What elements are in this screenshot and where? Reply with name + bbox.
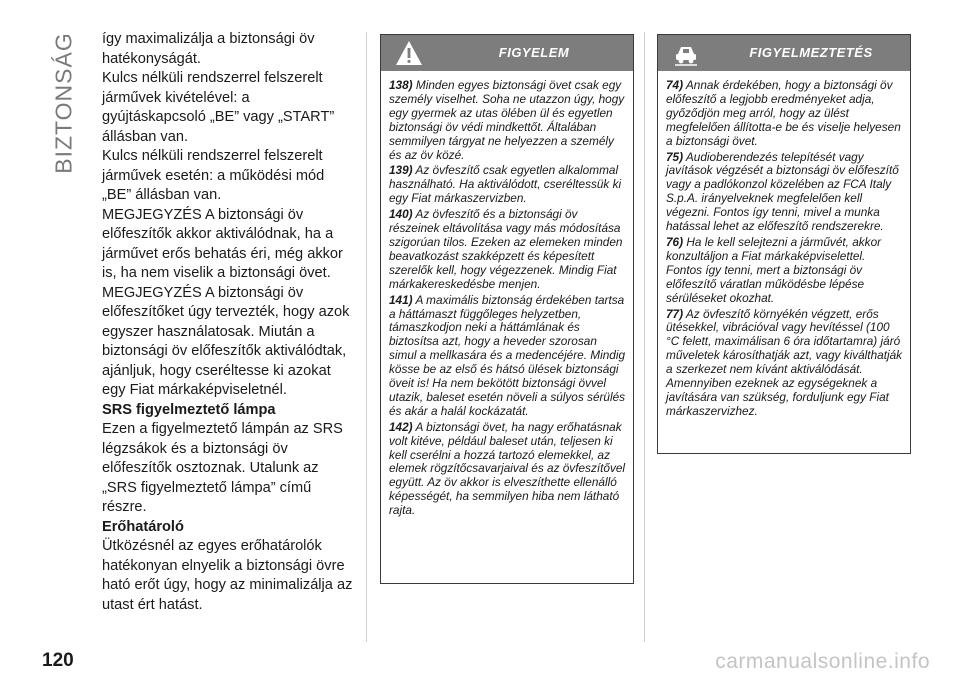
item-text: Annak érdekében, hogy a biztonsági öv előfeszítő a legjobb eredményeket adja, győződjön meg arról, hogy az ülést megfelelően állította-e be és viselje helyesen a biztonsági övet. <box>666 78 901 148</box>
section-heading: Erőhatároló <box>102 518 184 535</box>
section-title: BIZTONSÁG <box>50 31 77 174</box>
car-caution-icon <box>672 39 700 67</box>
warning-item <box>389 421 627 518</box>
item-text: Az övfeszítő csak egyetlen alkalommal használható. Ha aktiválódott, cseréltessük ki egy Fiat márkaszervizben. <box>389 163 622 206</box>
item-number: 138) <box>389 78 413 92</box>
warning-box-title: FIGYELEM <box>498 45 570 60</box>
item-text: Az övfeszítő környékén végzett, erős ütésekkel, vibrációval vagy hevítéssel (100 °C felett, maximálisan 6 óra időtartamra) járó műveletek károsíthatják azt, vagy kiválthatják a szerkezet nem kívánt aktiválódását. Amennyiben ezeknek az egységeknek a javítására van szükség, forduljunk egy Fiat márkaszervizhez. <box>666 306 903 418</box>
paragraph: így maximalizálja a biztonsági öv hatékonyságát. <box>102 31 315 67</box>
warning-item <box>389 294 627 419</box>
warning-item <box>389 208 627 291</box>
caution-item <box>666 79 904 149</box>
paragraph: Ütközésnél az egyes erőhatárolók hatékonyan elnyelik a biztonsági övre ható erőt úgy, hogy az minimalizálja az utast ért hatást. <box>102 538 353 613</box>
item-number: 75) <box>666 149 684 164</box>
main-text-column <box>102 30 354 615</box>
warning-box <box>380 34 634 584</box>
item-number: 77) <box>666 306 684 321</box>
item-number: 139) <box>389 163 413 178</box>
section-side-tab <box>44 30 84 175</box>
caution-box-title: FIGYELMEZTETÉS <box>749 45 873 60</box>
item-number: 74) <box>666 78 684 92</box>
item-text: A maximális biztonság érdekében tartsa a háttámaszt függőleges helyzetben, támaszkodjon neki a háttámlának és biztosítsa azt, hogy a heveder szorosan simul a mellkasára és a medencéjére. Mindig kösse be az első és hátsó ülések biztonsági öveit is! Ha nem bekötött biztonsági övvel utazik, baleset esetén növeli a súlyos sérülés és akár a halál kockázatát. <box>389 292 626 418</box>
warning-item <box>389 164 627 206</box>
caution-item <box>666 151 904 234</box>
item-text: Az övfeszítő és a biztonsági öv részeinek eltávolítása vagy más módosítása szigorúan tilos. Ezeken az elemeken minden beavatkozást szakképzett és képesített szerelők kell, hogy végezzenek. Mindig Fiat márkakereskedésbe menjen. <box>389 207 623 291</box>
caution-item <box>666 236 904 306</box>
warning-box-header <box>381 35 633 71</box>
note-paragraph: MEGJEGYZÉS A biztonsági öv előfeszítőket úgy tervezték, hogy azok egyszer használatosak. Miután a biztonsági öv előfeszítők aktiválódtak, ajánljuk, hogy cseréltesse ki azokat egy Fiat márkaképviseletnél. <box>102 284 350 398</box>
item-number: 76) <box>666 234 684 249</box>
item-text: Minden egyes biztonsági övet csak egy személy viselhet. Soha ne utazzon úgy, hogy egy gyermek az utas ölében ül és egyetlen biztonsági öv védi mindkettőt. Általában semmilyen tárgyat ne helyezzen a személy és az öv közé. <box>389 78 625 162</box>
paragraph: Ezen a figyelmeztető lámpán az SRS légzsákok és a biztonsági öv előfeszítők osztoznak. Utalunk az „SRS figyelmeztető lámpa” című részre. <box>102 421 343 515</box>
warning-triangle-icon <box>395 39 423 67</box>
page-number: 120 <box>42 650 74 671</box>
caution-box <box>657 34 911 454</box>
paragraph: Kulcs nélküli rendszerrel felszerelt járművek esetén: a működési mód „BE” állásban van. <box>102 148 325 203</box>
item-number: 142) <box>389 419 413 434</box>
caution-item <box>666 308 904 419</box>
caution-box-header <box>658 35 910 71</box>
warning-item <box>389 79 627 162</box>
column-divider <box>644 32 645 642</box>
item-number: 140) <box>389 207 413 222</box>
item-number: 141) <box>389 292 413 307</box>
caution-box-body <box>666 79 904 421</box>
warning-box-body <box>389 79 627 520</box>
column-divider <box>366 32 367 642</box>
item-text: Audioberendezés telepítését vagy javítások végzését a biztonsági öv előfeszítő vagy a padlókonzol közelében az FCA Italy S.p.A. irányelveknek megfelelően kell végezni. Fontos így tenni, mivel a munka hatással lehet az előfeszítő rendszerekre. <box>666 149 899 234</box>
item-text: Ha le kell selejtezni a járművét, akkor konzultáljon a Fiat márkaképviselettel. Fontos így tenni, mert a biztonsági öv előfeszítő váratlan működésbe lépése sérüléseket okozhat. <box>666 234 882 305</box>
item-text: A biztonsági övet, ha nagy erőhatásnak volt kitéve, például baleset után, teljesen ki kell cserélni a hozzá tartozó elemekkel, az elemek rögzítőcsavarjaival és az övfeszítővel együtt. Az öv akkor is elveszíthette ellenálló képességét, ha semmilyen hiba nem látható rajta. <box>389 419 626 518</box>
note-paragraph: MEGJEGYZÉS A biztonsági öv előfeszítők akkor aktiválódnak, ha a járművet erős behatás éri, még akkor is, ha nem viselik a biztonsági övet. <box>102 206 343 281</box>
watermark: carmanualsonline.info <box>715 650 930 673</box>
section-heading: SRS figyelmeztető lámpa <box>102 401 276 418</box>
paragraph: Kulcs nélküli rendszerrel felszerelt járművek kivételével: a gyújtáskapcsoló „BE” vagy „START” állásban van. <box>102 70 335 145</box>
